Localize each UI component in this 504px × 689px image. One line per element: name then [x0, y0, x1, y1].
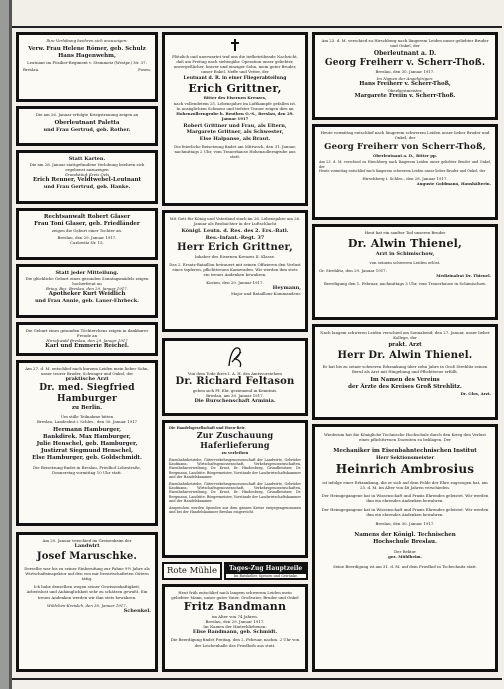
bottom-rule — [12, 678, 502, 680]
signature: Schenkel. — [123, 607, 151, 614]
notice-intro: Ihre Verlobung beehren sich anzuzeigen: — [46, 38, 128, 43]
funeral-info: Die Beerdigung findet Freitag, den 2. Februar, nachm. 2 Uhr von der Leichenhalle des Friedhofs aus statt. — [170, 637, 300, 648]
obituary-scherr-thoss-household — [312, 124, 498, 220]
birth-notice-weidlich — [16, 264, 158, 318]
notice-title: Res.-Infant.-Regt. 37 — [205, 234, 265, 241]
deceased-name: Heinrich Ambrosius — [335, 462, 475, 477]
notice-title: Mechaniker im Eisenbahntechnischen Institut — [333, 448, 477, 455]
notice-text: Leutnant im Füsilier-Regiment v. Steinmetz (Westpr.) Nr. 37. — [27, 60, 147, 66]
notice-intro: Am 23. d. M. verschied zu Hirschberg nach längerem Leiden unser geliebter Bruder und Onkel, der — [321, 38, 489, 49]
notice-subtitle: zu verleihen — [221, 450, 249, 456]
deceased-name: Dr. Alwin Thienel, — [347, 237, 463, 251]
funeral-info: Die Beisetzung findet in Breslau, Friedhof Lohestraße, Donnerstag vormittag 10 Uhr statt. — [33, 465, 141, 476]
left-scan-edge-shadow — [9, 0, 12, 689]
notice-intro: Mit Gott für König und Vaterland starb im 26. Lebensjahre am 26. Januar als Beobachter in der Luftschlacht — [169, 216, 301, 227]
funeral-info: Beerdigung den 1. Februar, nachmittags 3 Uhr, vom Trauerhause in Schimischow. — [323, 280, 487, 286]
notice-title: Oberleutnant a. D., Ritter pp. — [372, 153, 438, 159]
notice-date: Hirschwald Breslau, den 29. Januar 1917 — [46, 338, 128, 344]
notice-place: Grundstück Kreis Oels — [64, 172, 110, 178]
notice-intro: Die glückliche Geburt eines gesunden Sonntagsmädels zeigen hocherfreut an — [25, 276, 149, 287]
notice-name: Karl und Emmerie Reichel. — [45, 343, 129, 350]
deceased-name: Fritz Bandmann — [183, 600, 287, 614]
signature: der Ärzte des Kreises Groß Strehlitz. — [348, 384, 462, 391]
ad-title: Rote Mühle — [166, 566, 218, 576]
deceased-name: Dr. med. Siegfried Hamburger — [39, 383, 135, 405]
funeral-info: Seine Beerdigung ist am 31. d. M. auf dem Friedhof in Tschechnitz statt. — [333, 564, 477, 570]
notice-text: Der Heimgegangene hat in Wissenschaft und Praxis Ehrendes geleistet. Wir werden ihm ein ehrendes Andenken bewahren. — [321, 493, 489, 504]
notice-name: Erich Renner, Veldtwebel-Leutnant — [32, 177, 142, 184]
mourner-name: Bankdirek. Max Hamburger, — [43, 434, 131, 441]
notice-intro: Wiederum hat die Königliche Technische Hochschule durch den Krieg den Verlust eines pflichttreuen Dozenten zu beklagen. Der — [323, 432, 486, 443]
deceased-name: Erich Grittner, — [188, 82, 282, 96]
notice-date: Breslau, den 30. Januar 1917. — [375, 520, 435, 526]
notice-intro: Plötzlich und unerwartet traf uns die tiefbetrübende Nachricht, daß am Freitag nach siebenjähr. Operation unser geliebter, unvergeßlicher, braver und einziger Sohn, mein guter Bruder, unser Enkel, Neffe und Vetter, der — [172, 54, 298, 75]
signature: Hochschule Breslau. — [373, 538, 437, 545]
fraternity-monogram-icon — [224, 344, 246, 370]
ratskeller-ad — [224, 562, 308, 580]
deceased-name: Georg Freiherr von Scherr-Thoß, — [324, 142, 486, 153]
obituary-grittner-family — [162, 32, 308, 206]
ad-text: Im Ratskeller. Speisen und Getränke. — [233, 574, 299, 578]
cross-icon — [230, 39, 240, 51]
notice-text: Ich habe denselben wegen seiner Gewissenhaftigkeit, Arbeitslust und Anhänglichkeit sehr zu schätzen gewußt. Ein treues Andenken werden wir ihm stets bewahren. — [26, 584, 148, 600]
notice-text: Am 23. d. M. verschied zu Hirschberg nach längerem Leiden unser geliebter Bruder und Onkel, der — [319, 160, 491, 169]
signature: Im Namen des Vereins — [370, 377, 440, 384]
notice-title: prakt. Arzt — [388, 342, 422, 349]
notice-name: und Frau Annie, geb. Lauer-Ehrbeck. — [35, 298, 139, 305]
mourner-title: Oberforstmeister, — [387, 88, 423, 94]
notice-date: Breslau, den 30. Januar 1917. — [375, 69, 435, 75]
notice-date: Breslau, den 29. Januar 1917. — [57, 235, 117, 241]
notice-place: zu Berlin. — [71, 405, 103, 412]
notice-intro: Heute vormittag entschlief nach längerem schwerem Leiden unser lieber Bruder und Onkel, der — [320, 130, 490, 141]
notice-title: Zur Zuschauung Haferlieferung — [196, 430, 274, 451]
obituary-maruschke — [16, 532, 158, 672]
notice-place: Breslau. — [23, 67, 40, 73]
notice-place: Hohenzollerngrube b. Beuthen O.-S., Breslau, den 29. Januar 1917 — [176, 110, 294, 121]
notice-heading: Die Handelsgesellschaft und Eisen-Betr. — [169, 426, 246, 430]
notice-text: von seinem schweren Leiden erlöst. — [369, 259, 441, 265]
notice-intro: Heut früh entschlief nach langem schwerem Leiden mein geliebter Mann, unser guter Vater, Großvater, Bruder und Onkel — [171, 590, 299, 601]
signature: Dr. Glos, Arzt. — [460, 391, 491, 397]
notice-text: Er hat bis zu seiner schweren Erkrankung über zehn Jahre in Groß Strehlitz seinen Beruf als Arzt mit Hingebung und Pflichttreue erfüllt. — [322, 364, 488, 375]
obituary-ambrosius — [312, 424, 498, 672]
notice-text: im Alter von 74 Jahren. — [212, 614, 258, 620]
notice-heading: Statt jeder Mitteilung. — [55, 270, 119, 276]
notice-title: Oberleutnant a. D. — [373, 50, 437, 58]
notice-intro: Die am 28. Januar stattgefundene Verlobung beehren sich ergebenst anzuzeigen — [29, 162, 145, 173]
deceased-name: Herr Erich Grittner, — [177, 242, 293, 254]
notice-text: ist infolge einer Erkrankung, die er sich auf dem Felde der Ehre zugezogen hat, am 25. d. M. im Alter von 48 Jahren verschieden. — [322, 480, 488, 491]
notice-name: Frau Toni Glaser, geb. Friedländer — [34, 221, 140, 227]
left-scan-edge — [0, 0, 9, 689]
notice-name: Hans Hagenwehm, — [58, 53, 116, 60]
notice-text: Eisenbahnbetriebe, Güterverkehrsgenossenschaft der Landwirte, Gebrüder Kaufmann, Wirtschaftsgenossenschaft, Verkehrsgenossenschaften, Eisenbahnverwaltung, Dr. Ernst, Dr. Hindenberg, Grundbesitzer, Dr. Bergmann, Landräte, Bürgermeister, Vorstände der Landwirtschaftskammer und der Handelskammer. — [169, 481, 301, 504]
notice-date: Kosten, den 29. Januar 1917. — [206, 279, 264, 285]
notice-text: Eisenbahnbetriebe, Güterverkehrsgenossenschaft der Landwirte, Gebrüder Kaufmann, Wirtschaftsgenossenschaft, Verkehrsgenossenschaften, Eisenbahnverwaltung, Dr. Ernst, Dr. Hindenberg, Grundbesitzer, Dr. Bergmann, Landräte, Bürgermeister, Vorstände der Landwirtschaftskammer und der Handelskammer. — [169, 457, 301, 480]
engagement-notice-roemer — [16, 32, 158, 102]
notice-intro: Die Geburt eines gesunden Töchterchens zeigen in dankbarer Freude an — [25, 328, 149, 339]
notice-text: Im Namen der Angehörigen: — [376, 76, 434, 82]
signature: Heymann, — [272, 284, 301, 291]
birth-notice-reichel — [16, 322, 158, 356]
notice-text: In unsäglichem Schmerz und tiefster Trauer zeigen dies an — [176, 105, 294, 111]
signature: gez. Mühlheim. — [388, 553, 422, 559]
obituary-thienel-family — [312, 224, 498, 320]
obituary-thienel-doctors — [312, 324, 498, 420]
mourner-name: Hans Freiherr v. Scherr-Thoß, — [359, 81, 451, 88]
obituary-bandmann — [162, 584, 308, 672]
engagement-notice-renner — [16, 150, 158, 204]
notice-text: Das 2. Ersatz-Bataillon betrauert mit seinen Offizieren den Verlust eines tapferen, pflichttreuen Kameraden. Wir werden ihm stets ein treues Andenken bewahren. — [169, 262, 301, 278]
notice-address: Carlowitz Nr. 15. — [70, 240, 104, 246]
signature-title: Major und Bataillons-Kommandeur. — [231, 291, 301, 297]
notice-date: Hirschberg i. Schles., den 28. Januar 1917. — [362, 175, 448, 181]
notice-date: Wildchen-Kreisleh, den 30. Januar 1917. — [47, 602, 127, 608]
notice-intro: Am 27. d. M. entschlief nach kurzem Leiden mein lieber Sohn, unser teurer Bruder, Schwager und Onkel, der — [25, 366, 149, 377]
signature: Namens der Königl. Technischen — [354, 531, 456, 538]
deceased-name: Josef Maruschke. — [36, 551, 138, 563]
notice-title: Herr Sektionsmeister — [375, 455, 435, 462]
signature-title: Der Rektor — [394, 548, 416, 554]
notice-name: Verw. Frau Helene Römer, geb. Schulz — [28, 46, 146, 53]
notice-text: Der Heimgegangene hat in Wissenschaft und Praxis Ehrendes geleistet. Wir werden ihm ein ehrendes Andenken bewahren. — [321, 506, 489, 517]
notice-intro: Am 20. Januar verschied im Greisenheim der — [42, 538, 132, 543]
notice-date: Breslau, Landeshut i. Schles., den 30. Januar 1917 — [36, 419, 138, 425]
signature: Auguste Goldmann, Haushälterin. — [416, 180, 491, 186]
notice-text: Heute vormittag entschlief nach längerem schwerem Leiden unser lieber Bruder und Onkel, der — [319, 169, 486, 174]
notice-title: Inhaber des Eisernen Kreuzes II. Klasse. — [194, 254, 276, 260]
notice-text: Im Namen der Hinterbliebenen: — [203, 624, 267, 630]
signature: Medizinalrat Dr. Thienel. — [436, 272, 491, 278]
notice-date: Gr. Strehlitz, den 29. Januar 1917. — [319, 267, 387, 273]
notice-title: Leutnant d. R. in einer Fliegerabteilung — [183, 76, 287, 82]
war-wedding-notice-paletta — [16, 106, 158, 146]
funeral-info: Die feierliche Beisetzung findet am Mittwoch, den 31. Januar, nachmittags 2 Uhr, vom Trauerhause Hohenzollerngrube aus statt. — [174, 144, 296, 160]
rote-muehle-ad — [162, 562, 222, 580]
mourner-name: Else Hamburger, geb. Goldschmidt. — [32, 455, 142, 462]
ad-banner: Tages-Zug Hauptzeile — [226, 564, 306, 574]
deceased-name: Dr. Richard Feltason — [175, 376, 295, 388]
notice-intro: Von dem Tode ihres I. A. H. des Amtsvorstehers — [187, 371, 283, 377]
notice-name: Rechtsanwalt Robert Glaser — [43, 214, 131, 220]
notice-name: und Frau Gertrud, geb. Rother. — [43, 127, 131, 134]
notice-date: Breslau, am 30. Januar 1917. — [206, 393, 264, 399]
notice-title: Arzt in Schimischow, — [375, 251, 435, 258]
notice-title: Landwirt — [74, 543, 100, 550]
mourner-name: Margarete Grittner, als Schwester, — [186, 129, 284, 136]
notice-title: praktische Arzt — [65, 376, 109, 383]
notice-place: Posen. — [138, 67, 151, 73]
notice-text: Um stille Teilnahme bitten — [60, 414, 114, 420]
notice-title: Ritter des Eisernen Kreuzes, — [203, 95, 267, 101]
obituary-hamburger — [16, 360, 158, 526]
notice-text: geben sich Pf. Ehr. geziemend in Kenntnis. — [192, 388, 278, 394]
notice-title: Königl. Leutn. d. Res. des 2. Ers.-Batl. — [181, 228, 289, 235]
notice-text: Derselbe war bis zu seiner Einberufung zur Fahne 9½ Jahre als Wirtschaftsinspektor auf den von mir bewirtschafteten Gütern tätig. — [24, 566, 150, 582]
signature: Die Burschenschaft Arminia. — [194, 398, 276, 405]
birth-notice-glaser — [16, 208, 158, 260]
notice-heading: Statt Karten. — [68, 156, 106, 162]
notice-name: Oberleutnant Paletta — [54, 120, 120, 127]
mourner-name: Justizrat Siegmund Henschel, — [41, 448, 133, 455]
oats-delivery-notice — [162, 420, 308, 558]
obituary-feltason — [162, 338, 308, 416]
top-rule — [12, 26, 502, 28]
notice-text: nach vollendetem 25. Lebensjahre im Luftkampfe gefallen ist. — [173, 100, 297, 106]
obituary-grittner-battalion — [162, 210, 308, 332]
notice-name: Apotheker Kurt Weidlich — [48, 291, 126, 298]
notice-intro: Die am 26. Januar erfolgte Kriegstrauung zeigen an — [35, 112, 139, 117]
notice-date: Breslau, den 29. Januar 1917. — [205, 619, 265, 625]
mourner-name: Robert Grittner und Frau, als Eltern, — [183, 122, 287, 129]
notice-name: und Frau Gertrud, geb. Hanke. — [43, 184, 131, 191]
deceased-name: Herr Dr. Alwin Thienel. — [337, 350, 473, 362]
deceased-name: Georg Freiherr v. Scherr-Thoß. — [324, 58, 486, 69]
mourner-name: Elise Bandmann, geb. Schmidt. — [192, 629, 278, 636]
mourner-name: Margarete Freiin v. Scherr-Thoß. — [354, 93, 456, 100]
mourner-name: Else Halpanse, als Braut. — [199, 135, 271, 142]
mourner-name: Hermann Hamburger, — [53, 427, 121, 434]
notice-intro: Heut hat ein sanfter Tod unseren Bruder — [364, 230, 446, 235]
notice-text: zeigen die Geburt einer Tochter an. — [51, 228, 123, 233]
mourner-name: Julie Henschel, geb. Hamburger, — [36, 441, 138, 448]
obituary-scherr-thoss-family — [312, 32, 498, 120]
notice-text: Ansprechen werden Spenden aus dem ganzen Kreise entgegengenommen und bei der Handelskammer Breslau eingereicht. — [169, 505, 301, 514]
notice-date: Brieg, Bez. Breslau, den 29. Januar 1917. — [46, 286, 128, 292]
notice-intro: Nach langem schweren Leiden verschied am Sonnabend, den 27. Januar, unser lieber Kollege, der — [320, 330, 490, 341]
